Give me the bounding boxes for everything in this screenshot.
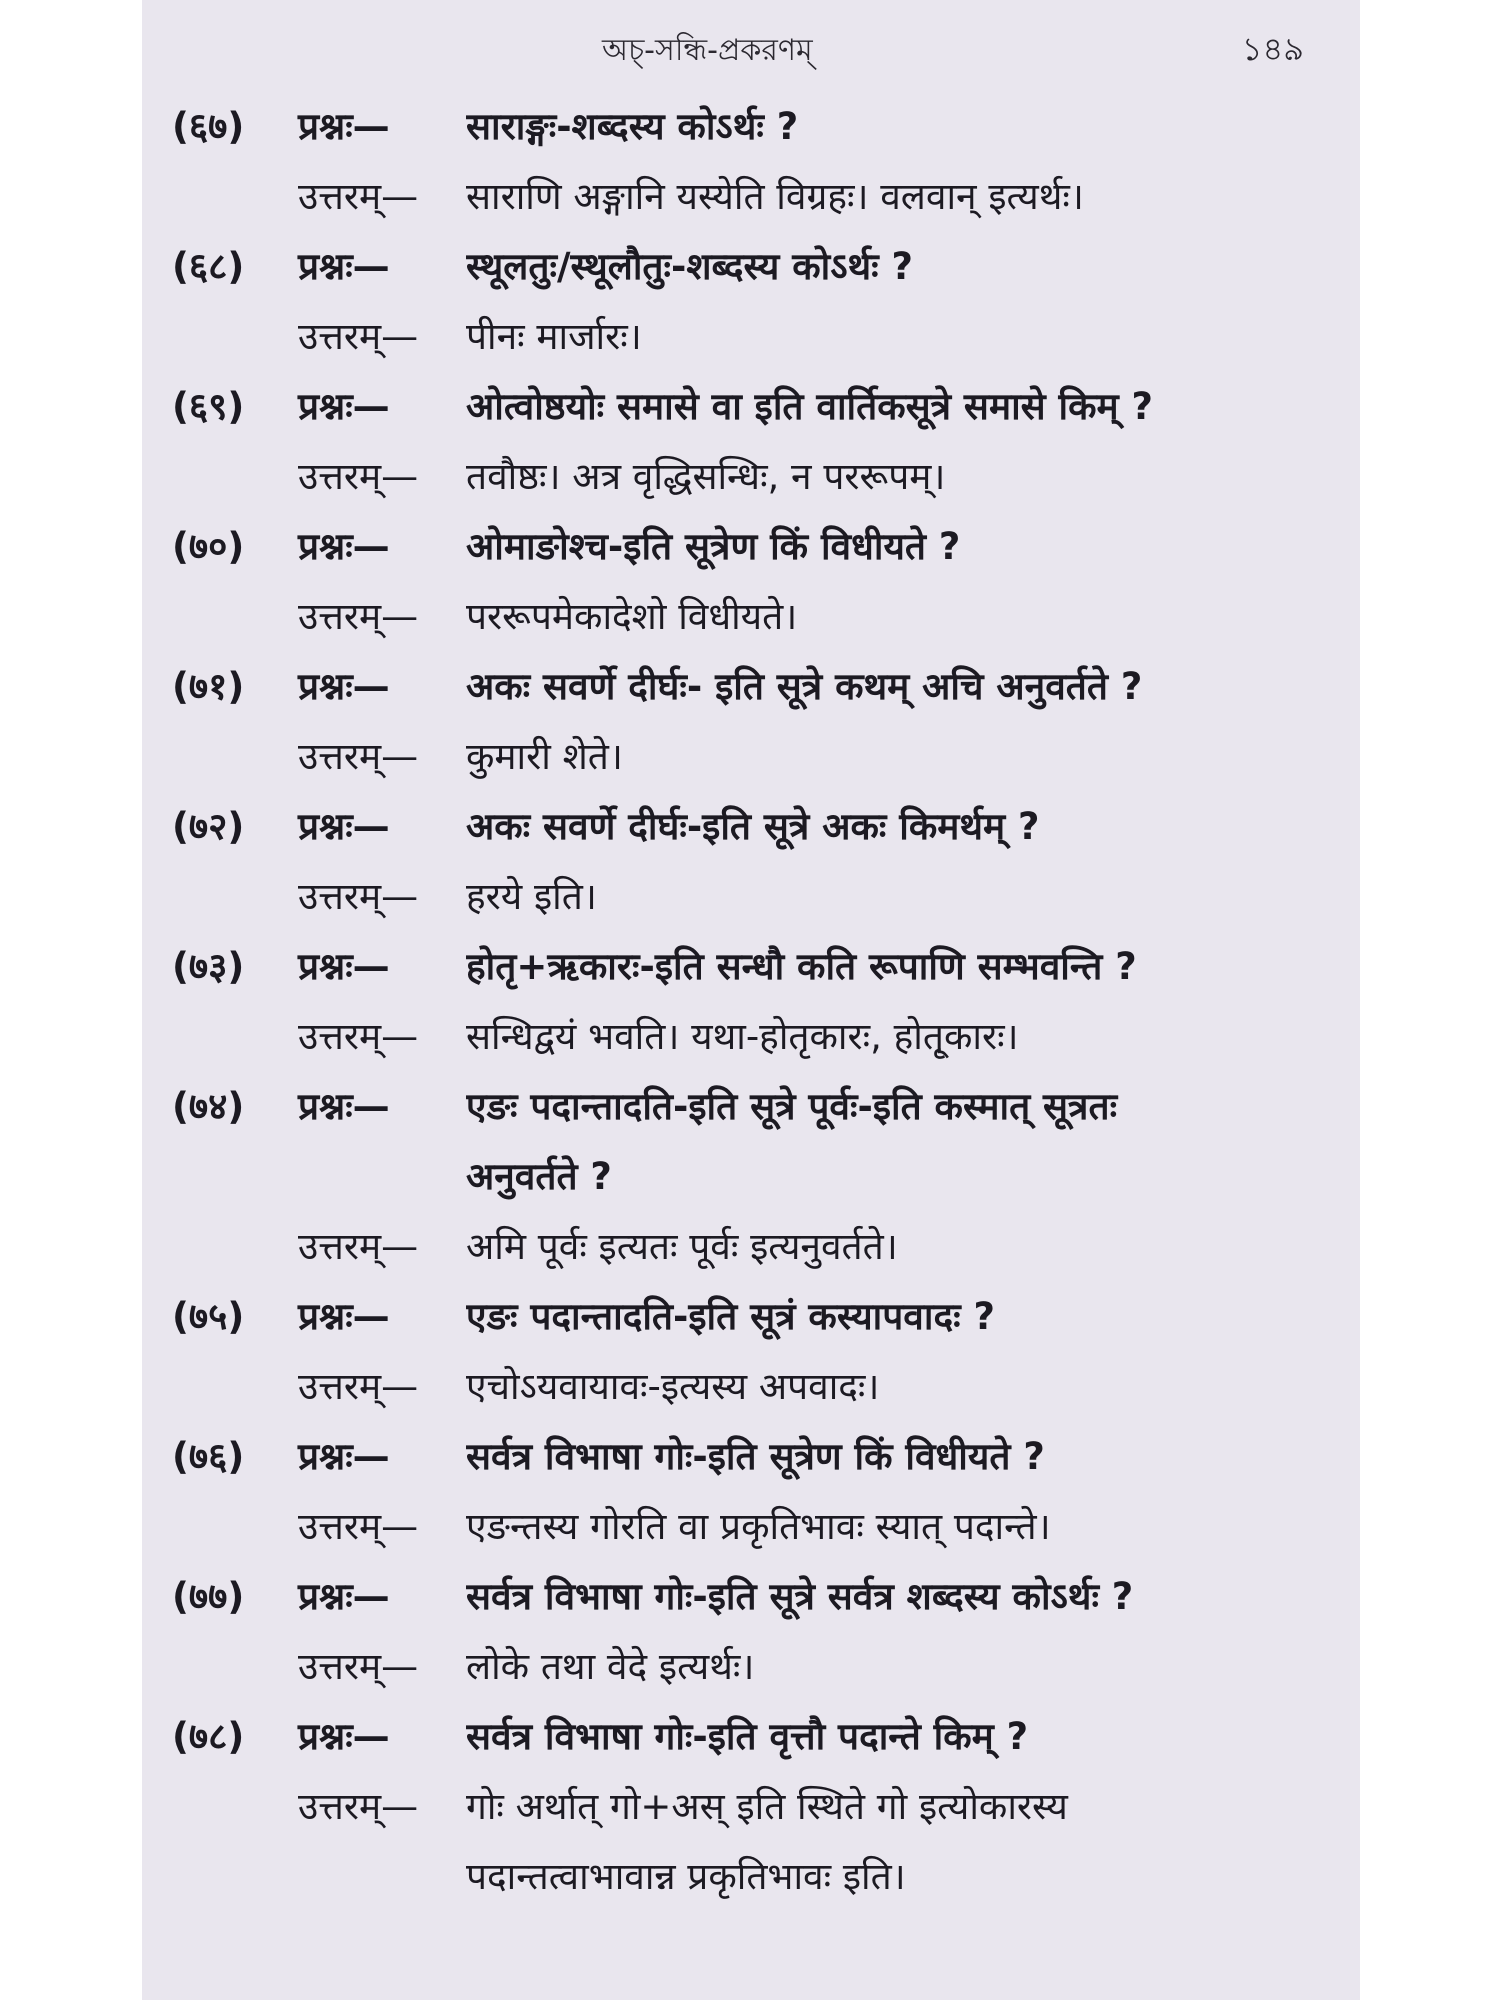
question-number: (७०) — [172, 525, 245, 568]
question-label: प्रश्नः— — [298, 1085, 390, 1128]
answer-line — [172, 162, 1336, 232]
answer-line — [172, 1772, 1336, 1842]
answer-text: अमि पूर्वः इत्यतः पूर्वः इत्यनुवर्तते। — [466, 1225, 898, 1268]
question-text: स्थूलतुः/स्थूलौतुः-शब्दस्य कोऽर्थः ? — [466, 245, 913, 288]
answer-text: पररूपमेकादेशो विधीयते। — [466, 595, 798, 638]
answer-line — [172, 722, 1336, 792]
question-line — [172, 1282, 1336, 1352]
answer-text: पीनः मार्जारः। — [466, 315, 642, 358]
answer-line — [172, 442, 1336, 512]
answer-label: उत्तरम्— — [298, 1225, 419, 1268]
answer-line — [172, 1002, 1336, 1072]
answer-label: उत्तरम्— — [298, 1645, 419, 1688]
answer-line — [172, 1352, 1336, 1422]
question-text: एङः पदान्तादति-इति सूत्रं कस्यापवादः ? — [466, 1295, 995, 1338]
question-number: (७६) — [172, 1435, 245, 1478]
answer-text: एचोऽयवायावः-इत्यस्य अपवादः। — [466, 1365, 880, 1408]
answer-text: सन्धिद्वयं भवति। यथा-होतृकारः, होतृ्कारः। — [466, 1015, 1019, 1058]
answer-label: उत्तरम्— — [298, 175, 419, 218]
question-number: (६८) — [172, 245, 245, 288]
question-text: अकः सवर्णे दीर्घः-इति सूत्रे अकः किमर्थम् ? — [466, 805, 1040, 848]
question-label: प्रश्नः— — [298, 665, 390, 708]
answer-line — [172, 862, 1336, 932]
question-line — [172, 652, 1336, 722]
question-text: सर्वत्र विभाषा गोः-इति वृत्तौ पदान्ते किम् ? — [466, 1715, 1029, 1758]
question-label: प्रश्नः— — [298, 385, 390, 428]
question-label: प्रश्नः— — [298, 1715, 390, 1758]
question-label: प्रश्नः— — [298, 105, 390, 148]
question-line — [172, 1422, 1336, 1492]
question-text: होतृ+ऋकारः-इति सन्धौ कति रूपाणि सम्भवन्ति ? — [466, 945, 1137, 988]
answer-line — [172, 1492, 1336, 1562]
question-label: प्रश्नः— — [298, 945, 390, 988]
question-line — [172, 932, 1336, 1002]
question-number: (६७) — [172, 105, 245, 148]
question-continuation-line — [172, 1142, 1336, 1212]
answer-text: साराणि अङ्गानि यस्येति विग्रहः। वलवान् इत्यर्थः। — [466, 175, 1084, 218]
question-label: प्रश्नः— — [298, 805, 390, 848]
question-number: (७४) — [172, 1085, 245, 1128]
question-line — [172, 1702, 1336, 1772]
question-number: (७३) — [172, 945, 245, 988]
question-number: (७८) — [172, 1715, 245, 1758]
answer-label: उत्तरम्— — [298, 1505, 419, 1548]
question-number: (७१) — [172, 665, 245, 708]
question-text: ओमाङोश्च-इति सूत्रेण किं विधीयते ? — [466, 525, 961, 568]
question-number: (७५) — [172, 1295, 245, 1338]
question-text-continued: अनुवर्तते ? — [466, 1155, 612, 1198]
answer-line — [172, 582, 1336, 652]
question-answer-list — [172, 92, 1336, 1912]
question-line — [172, 1562, 1336, 1632]
running-header — [142, 12, 1360, 72]
question-text: सर्वत्र विभाषा गोः-इति सूत्रेण किं विधीयते ? — [466, 1435, 1045, 1478]
question-line — [172, 512, 1336, 582]
answer-line — [172, 1212, 1336, 1282]
answer-text: तवौष्ठः। अत्र वृद्धिसन्धिः, न पररूपम्। — [466, 455, 946, 498]
question-text: एङः पदान्तादति-इति सूत्रे पूर्वः-इति कस्मात् सूत्रतः — [466, 1085, 1118, 1128]
question-line — [172, 372, 1336, 442]
question-label: प्रश्नः— — [298, 1295, 390, 1338]
question-label: प्रश्नः— — [298, 1435, 390, 1478]
header-title: অচ্-সন্ধি-প্রকরণম্ — [602, 33, 813, 68]
answer-label: उत्तरम्— — [298, 1015, 419, 1058]
question-line — [172, 232, 1336, 302]
question-text: अकः सवर्णे दीर्घः- इति सूत्रे कथम् अचि अनुवर्तते ? — [466, 665, 1143, 708]
answer-text-continued: पदान्तत्वाभावान्न प्रकृतिभावः इति। — [466, 1855, 906, 1898]
question-text: ओत्वोष्ठयोः समासे वा इति वार्तिकसूत्रे समासे किम् ? — [466, 385, 1154, 428]
answer-label: उत्तरम्— — [298, 315, 419, 358]
question-number: (७७) — [172, 1575, 245, 1618]
answer-label: उत्तरम्— — [298, 735, 419, 778]
answer-line — [172, 302, 1336, 372]
answer-text: कुमारी शेते। — [466, 735, 623, 778]
question-number: (६९) — [172, 385, 245, 428]
answer-text: एङन्तस्य गोरति वा प्रकृतिभावः स्यात् पदान्ते। — [466, 1505, 1051, 1548]
question-line — [172, 1072, 1336, 1142]
answer-label: उत्तरम्— — [298, 875, 419, 918]
answer-text: हरये इति। — [466, 875, 597, 918]
question-label: प्रश्नः— — [298, 1575, 390, 1618]
answer-label: उत्तरम्— — [298, 1785, 419, 1828]
question-line — [172, 92, 1336, 162]
answer-line — [172, 1632, 1336, 1702]
page-number: ১৪৯ — [1241, 30, 1304, 68]
question-label: प्रश्नः— — [298, 245, 390, 288]
answer-text: लोके तथा वेदे इत्यर्थः। — [466, 1645, 755, 1688]
answer-continuation-line — [172, 1842, 1336, 1912]
answer-label: उत्तरम्— — [298, 595, 419, 638]
answer-text: गोः अर्थात् गो+अस् इति स्थिते गो इत्योकारस्य — [466, 1785, 1068, 1828]
question-text: साराङ्गः-शब्दस्य कोऽर्थः ? — [466, 105, 799, 148]
question-text: सर्वत्र विभाषा गोः-इति सूत्रे सर्वत्र शब्दस्य कोऽर्थः ? — [466, 1575, 1134, 1618]
book-page — [142, 0, 1360, 2000]
answer-label: उत्तरम्— — [298, 455, 419, 498]
question-number: (७२) — [172, 805, 245, 848]
question-line — [172, 792, 1336, 862]
question-label: प्रश्नः— — [298, 525, 390, 568]
answer-label: उत्तरम्— — [298, 1365, 419, 1408]
